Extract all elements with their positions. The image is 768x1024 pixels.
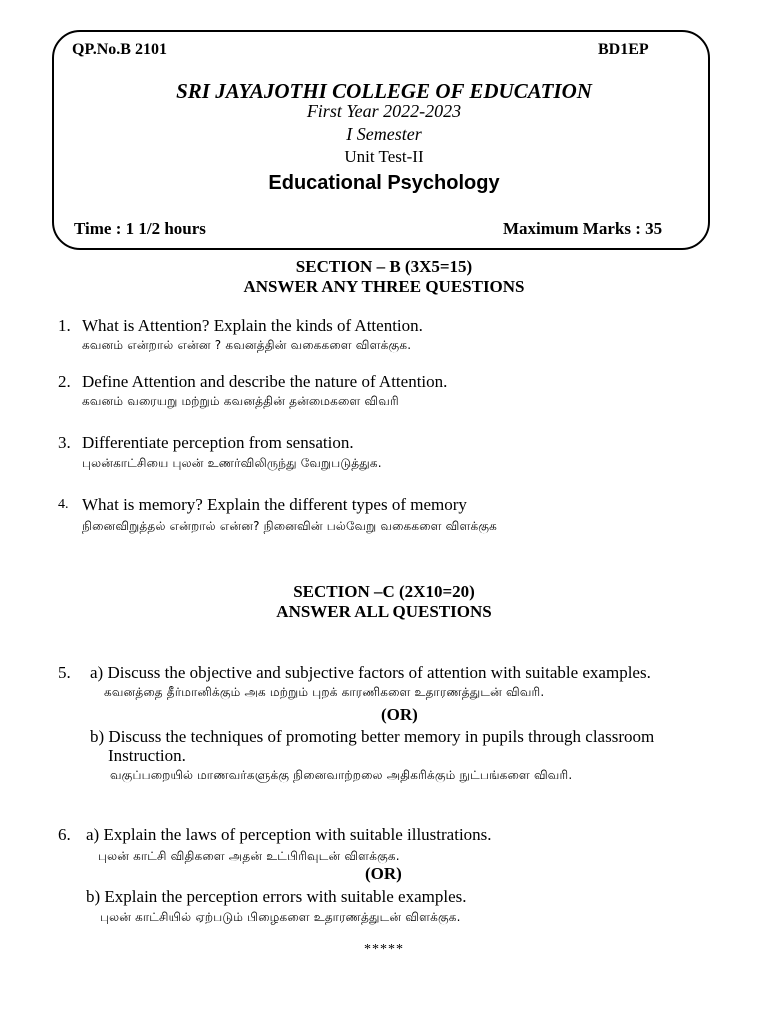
question-option-a-english: a) Discuss the objective and subjective factors of attention with suitable examples.: [90, 663, 651, 682]
question-option-b-english-continued: Instruction.: [108, 746, 186, 765]
section-c-title: SECTION –C (2X10=20): [293, 582, 475, 601]
question-number: 5.: [58, 663, 71, 682]
end-of-paper-mark: *****: [364, 942, 404, 957]
paper-code: BD1EP: [598, 41, 649, 58]
question-text-english: Differentiate perception from sensation.: [82, 433, 354, 452]
question-option-b-english: b) Discuss the techniques of promoting better memory in pupils through classroom: [90, 727, 655, 746]
question-text-tamil: நினைவிறுத்தல் என்றால் என்ன? நினைவின் பல்வேறு வகைகளை விளக்குக: [82, 519, 498, 533]
question-option-a-tamil: கவனத்தை தீர்மானிக்கும் அக மற்றும் புறக் காரணிகளை உதாரணத்துடன் விவரி.: [104, 685, 545, 699]
maximum-marks: Maximum Marks : 35: [503, 219, 663, 238]
question-number: 6.: [58, 825, 71, 844]
question-option-b-tamil: வகுப்பறையில் மாணவர்களுக்கு நினைவாற்றலை அதிகரிக்கும் நுட்பங்களை விவரி.: [110, 768, 573, 782]
question-text-tamil: கவனம் வரையறு மற்றும் கவனத்தின் தன்மைகளை விவரி: [82, 394, 399, 408]
test-name: Unit Test-II: [344, 147, 424, 166]
or-separator: (OR): [365, 864, 402, 883]
question-option-b-tamil: புலன் காட்சியில் ஏற்படும் பிழைகளை உதாரணத்துடன் விளக்குக.: [100, 910, 461, 924]
question-text-english: What is Attention? Explain the kinds of Attention.: [82, 316, 423, 335]
question-number: 4.: [58, 497, 69, 512]
semester: I Semester: [346, 124, 422, 144]
exam-duration: Time : 1 1/2 hours: [74, 219, 206, 238]
college-name: SRI JAYAJOTHI COLLEGE OF EDUCATION: [176, 79, 592, 103]
question-text-tamil: புலன்காட்சியை புலன் உணர்விலிருந்து வேறுபடுத்துக.: [82, 456, 382, 470]
academic-year: First Year 2022-2023: [306, 101, 462, 121]
question-number: 3.: [58, 433, 71, 452]
question-option-a-tamil: புலன் காட்சி விதிகளை அதன் உட்பிரிவுடன் விளக்குக.: [98, 849, 400, 863]
question-number: 2.: [58, 372, 71, 391]
question-paper-number: QP.No.B 2101: [72, 41, 167, 58]
section-c-instruction: ANSWER ALL QUESTIONS: [276, 602, 492, 621]
question-text-english: What is memory? Explain the different types of memory: [82, 495, 467, 514]
question-text-english: Define Attention and describe the nature of Attention.: [82, 372, 448, 391]
question-option-b-english: b) Explain the perception errors with suitable examples.: [86, 887, 467, 906]
question-text-tamil: கவனம் என்றால் என்ன ? கவனத்தின் வகைகளை விளக்குக.: [82, 338, 412, 352]
section-b-title: SECTION – B (3X5=15): [295, 257, 473, 276]
question-number: 1.: [58, 316, 71, 335]
subject-title: Educational Psychology: [268, 172, 500, 194]
question-option-a-english: a) Explain the laws of perception with suitable illustrations.: [86, 825, 492, 844]
or-separator: (OR): [381, 705, 418, 724]
section-b-instruction: ANSWER ANY THREE QUESTIONS: [243, 277, 525, 296]
